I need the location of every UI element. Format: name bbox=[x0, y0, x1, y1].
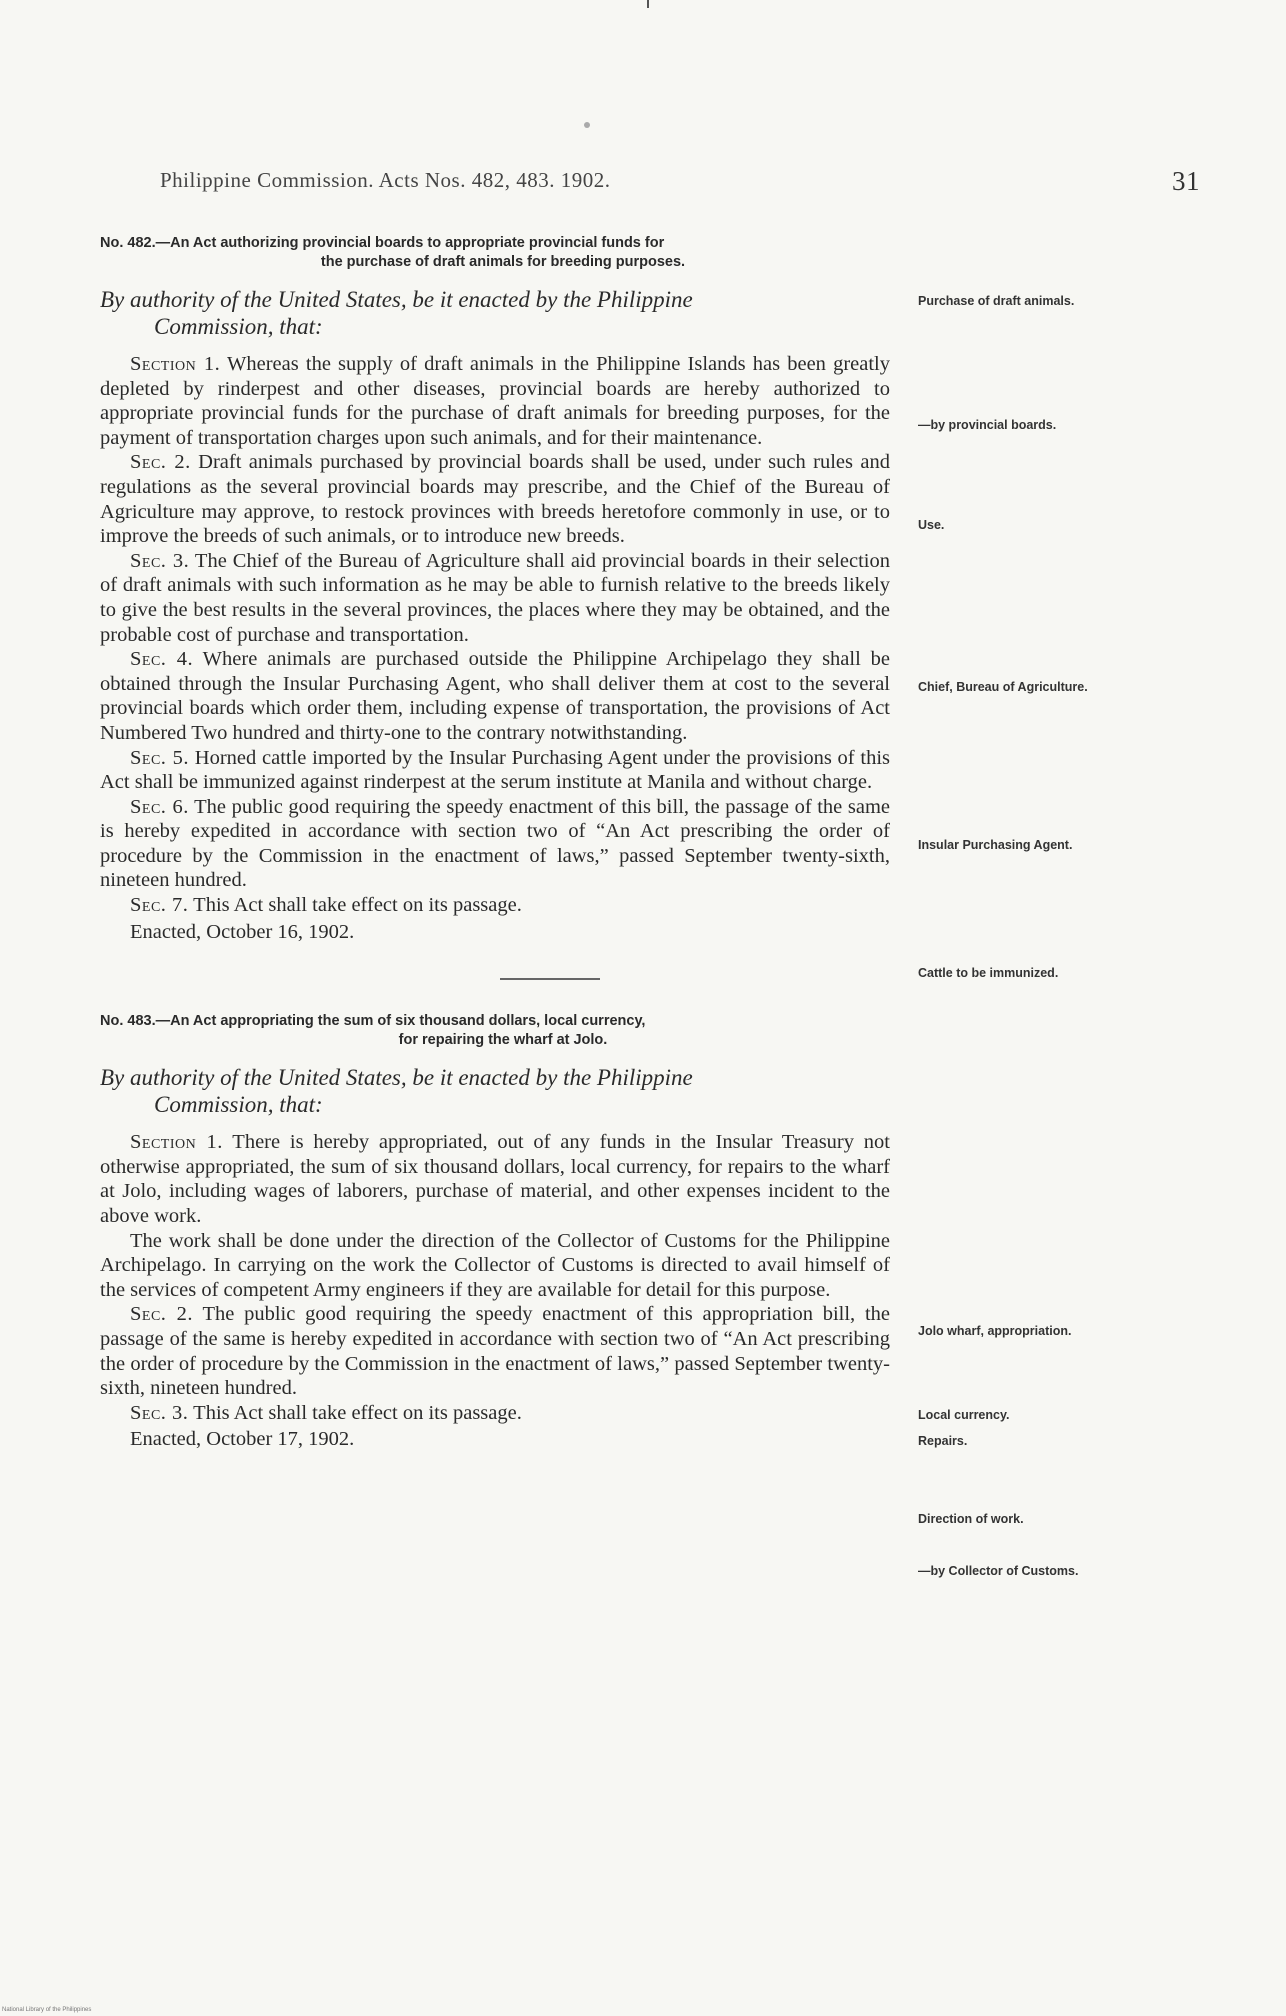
act-483-title bbox=[100, 1012, 890, 1050]
footer-credit: National Library of the Philippines bbox=[2, 2007, 92, 2013]
section-6: Sec. 6. The public good requiring the speedy enactment of this bill, the passage of the same is hereby expedited in accordance with section two of “An Act prescribing the order of procedure by the Commission in the enactment of laws,” passed September twenty-sixth, nineteen hundred. bbox=[100, 795, 890, 892]
section-divider bbox=[500, 978, 600, 980]
section-2: Sec. 2. The public good requiring the speedy enactment of this appropriation bill, the passage of the same is hereby expedited in accordance with section two of “An Act prescribing the order of procedure by the Commission in the enactment of laws,” passed September twenty-sixth, nineteen hundred. bbox=[100, 1303, 890, 1400]
act-482-enacted-date: Enacted, October 16, 1902. bbox=[130, 920, 355, 943]
margin-note: Use. bbox=[918, 518, 945, 532]
section-7: Sec. 7. This Act shall take effect on its passage. bbox=[130, 894, 522, 917]
section-5: Sec. 5. Horned cattle imported by the Insular Purchasing Agent under the provisions of this Act shall be immunized against rinderpest at the serum institute at Manila and without charge. bbox=[100, 746, 890, 794]
act-483-enacted-date: Enacted, October 17, 1902. bbox=[130, 1428, 355, 1451]
running-head-text: Philippine Commission. Acts Nos. 482, 483. 1902. bbox=[160, 168, 611, 192]
section-2: Sec. 2. Draft animals purchased by provincial boards shall be used, under such rules and regulations as the several provincial boards may prescribe, and the Chief of the Bureau of Agriculture may approve, to restock provinces with breeds heretofore commonly in use, or to improve the breeds of such animals, or to introduce new breeds. bbox=[100, 451, 890, 548]
margin-note: Local currency. bbox=[918, 1408, 1010, 1422]
margin-note: Jolo wharf, appropriation. bbox=[918, 1324, 1072, 1338]
section-1-paragraph-2: The work shall be done under the direction of the Collector of Customs for the Philippine Archipelago. In carrying on the work the Collector of Customs is directed to avail himself of the services of competent Army engineers if they are available for detail for this purpose. bbox=[100, 1229, 890, 1301]
section-4: Sec. 4. Where animals are purchased outside the Philippine Archipelago they shall be obtained through the Insular Purchasing Agent, who shall deliver them at cost to the several provincial boards which order them, including expense of transportation, the provisions of Act Numbered Two hundred and thirty-one to the contrary notwithstanding. bbox=[100, 648, 891, 744]
margin-note: Cattle to be immunized. bbox=[918, 966, 1059, 980]
margin-note: Purchase of draft animals. bbox=[918, 294, 1075, 308]
scan-mark bbox=[647, 0, 649, 8]
margin-note: Insular Purchasing Agent. bbox=[918, 838, 1073, 852]
act-483-enacting-clause bbox=[100, 1064, 890, 1118]
enacting-line1: By authority of the United States, be it enacted by the Philippine bbox=[100, 1065, 693, 1091]
margin-note: Chief, Bureau of Agriculture. bbox=[918, 680, 1088, 694]
act-482-title bbox=[100, 234, 890, 272]
act-483-title-line1: —An Act appropriating the sum of six thousand dollars, local currency, bbox=[155, 1013, 646, 1030]
act-482 bbox=[100, 234, 890, 1452]
scan-speck bbox=[584, 122, 590, 128]
enacting-line2: Commission, that: bbox=[154, 1092, 323, 1118]
act-482-enacting-clause bbox=[100, 286, 890, 340]
margin-note: —by provincial boards. bbox=[918, 418, 1057, 432]
section-1: Section 1. There is hereby appropriated, out of any funds in the Insular Treasury not otherwise appropriated, the sum of six thousand dollars, local currency, for repairs to the wharf at Jolo, including wages of laborers, purchase of material, and other expenses incident to the above work. bbox=[100, 1131, 890, 1228]
act-483-title-line2: for repairing the wharf at Jolo. bbox=[398, 1032, 608, 1049]
act-482-title-line2: the purchase of draft animals for breeding purposes. bbox=[320, 254, 686, 270]
running-head bbox=[160, 166, 1220, 196]
act-483-number: No. 483. bbox=[100, 1013, 156, 1030]
section-1: Section 1. Whereas the supply of draft animals in the Philippine Islands has been greatly depleted by rinderpest and other diseases, provincial boards are hereby authorized to appropriate provincial funds for the purchase of draft animals for breeding purposes, for the payment of transportation charges upon such animals, and for their maintenance. bbox=[100, 353, 890, 449]
act-482-title-line1: —An Act authorizing provincial boards to appropriate provincial funds for bbox=[155, 235, 665, 251]
margin-note: Repairs. bbox=[918, 1434, 968, 1448]
enacting-line2: Commission, that: bbox=[154, 314, 323, 339]
margin-note: Direction of work. bbox=[918, 1512, 1024, 1526]
section-3: Sec. 3. This Act shall take effect on its passage. bbox=[130, 1401, 522, 1424]
page-number: 31 bbox=[1172, 166, 1200, 196]
margin-note: —by Collector of Customs. bbox=[918, 1564, 1079, 1578]
section-3: Sec. 3. The Chief of the Bureau of Agriculture shall aid provincial boards in their selection of draft animals with such information as he may be able to furnish relative to the breeds likely to give the best results in the several provinces, the places where they may be obtained, and the probable cost of purchase and transportation. bbox=[100, 549, 890, 646]
act-482-number: No. 482. bbox=[100, 235, 156, 251]
enacting-line1: By authority of the United States, be it enacted by the Philippine bbox=[100, 287, 693, 312]
